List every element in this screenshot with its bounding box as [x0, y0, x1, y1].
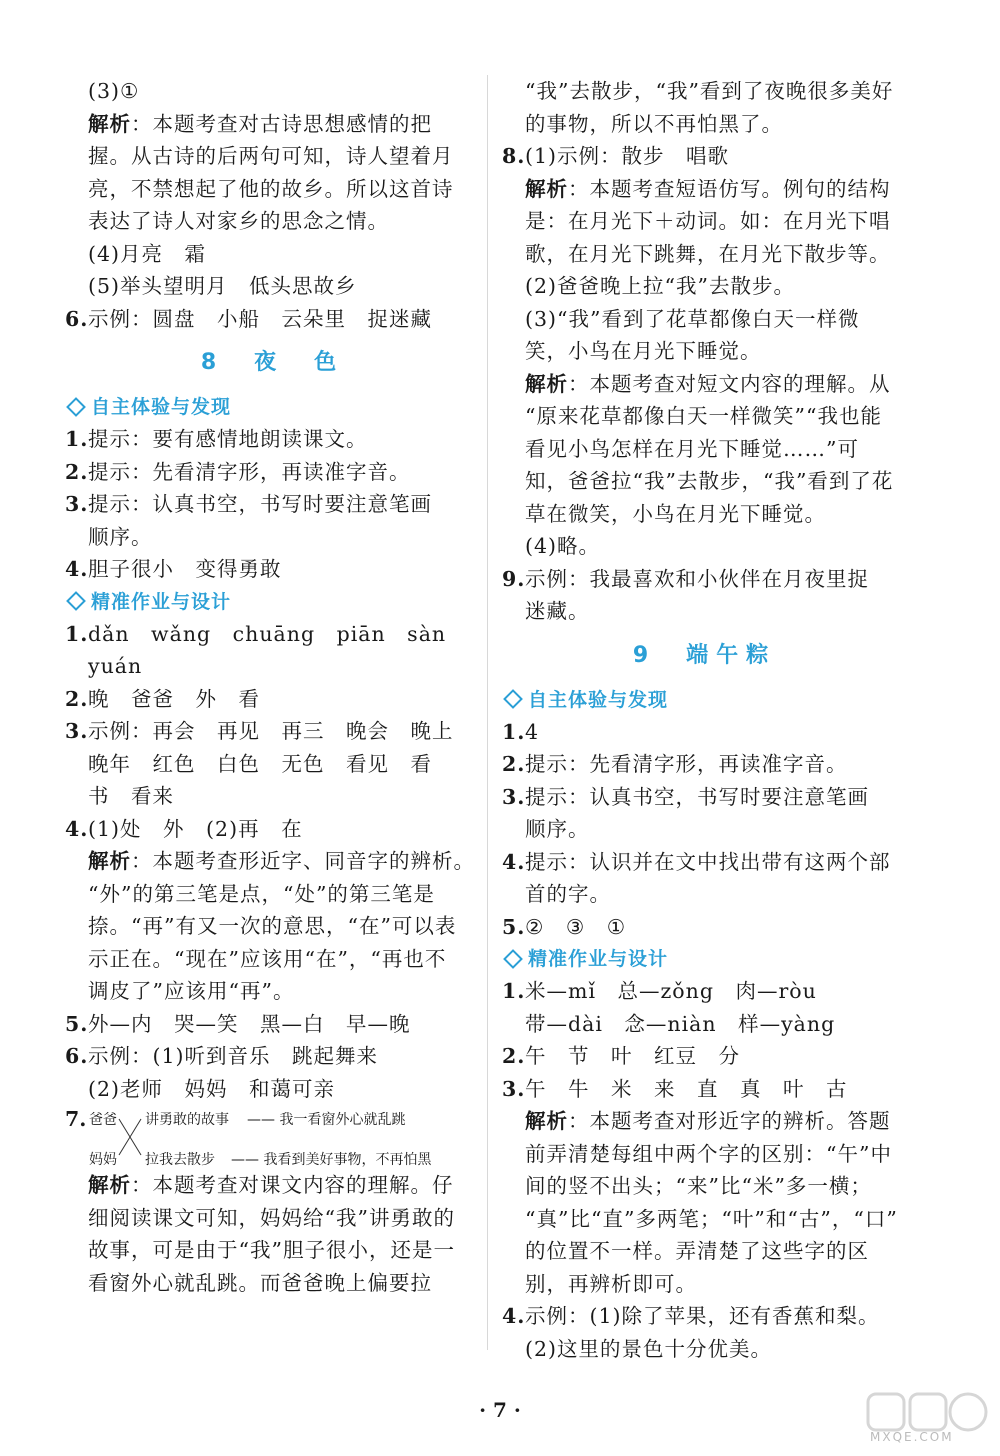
match-left-item: 爸爸 [89, 1112, 117, 1128]
answer-line: yuán [88, 654, 143, 678]
answer-text: 示例：(1)除了苹果，还有香蕉和梨。 [525, 1304, 880, 1328]
question-number: 4. [65, 557, 89, 581]
answer-text: 4 [525, 719, 540, 744]
analysis-line [65, 845, 480, 878]
analysis-label: 解析 [88, 1173, 131, 1197]
question-4 [502, 846, 907, 879]
analysis-line: 表达了诗人对家乡的思念之情。 [88, 209, 389, 233]
question-1 [65, 423, 480, 456]
answer-text: 示例：圆盘 小船 云朵里 捉迷藏 [88, 306, 432, 331]
analysis-line [502, 1105, 907, 1138]
analysis-line: 的事物，所以不再怕黑了。 [525, 111, 783, 136]
diamond-icon [66, 397, 86, 417]
question-5 [65, 1008, 480, 1041]
lesson-title: 8 夜 色 [200, 350, 345, 375]
answer-text: (1)处 外 (2)再 在 [88, 816, 303, 841]
answer-line: 首的字。 [525, 882, 611, 906]
matching-diagram [65, 1105, 480, 1169]
analysis-line: “我”去散步，“我”看到了夜晚很多美好 [525, 79, 894, 103]
question-number: 3. [502, 1076, 526, 1101]
question-2 [65, 456, 480, 489]
question-number: 7. [65, 1107, 87, 1131]
question-1 [502, 716, 907, 749]
section-heading-text: 精准作业与设计 [91, 590, 232, 613]
match-middle-item: 拉我去散步 [145, 1152, 215, 1168]
answer-line: (2)老师 妈妈 和蔼可亲 [88, 1076, 336, 1101]
analysis-line: 别，再辨析即可。 [525, 1271, 697, 1296]
answer-line: 带—dài 念—niàn 样—yàng [525, 1011, 836, 1036]
question-number: 3. [65, 719, 89, 743]
section-heading-text: 精准作业与设计 [528, 948, 669, 970]
answer-text: (1)示例：散步 唱歌 [525, 144, 730, 168]
question-number: 1. [65, 427, 89, 451]
question-number: 2. [65, 459, 89, 484]
question-number: 2. [502, 1044, 526, 1068]
answer-line: (3)① [88, 79, 140, 103]
answer-text: dǎn wǎng chuāng piān sàn [88, 621, 447, 646]
question-4 [502, 1300, 907, 1333]
question-number: 5. [65, 1011, 89, 1036]
question-2 [502, 1040, 907, 1073]
answer-text: 示例：我最喜欢和小伙伴在月夜里捉 [525, 566, 869, 591]
question-1 [65, 618, 480, 651]
answer-text: 示例：(1)听到音乐 跳起舞来 [88, 1044, 379, 1068]
answer-text: 米—mǐ 总—zǒng 肉—ròu [525, 979, 817, 1003]
analysis-line: 知，爸爸拉“我”去散步，“我”看到了花 [525, 469, 894, 493]
question-number: 4. [502, 849, 526, 874]
analysis-line: 间的竖不出头；“来”比“米”多一横； [525, 1174, 872, 1198]
question-number: 9. [502, 566, 526, 591]
lesson-title: 9 端午粽 [632, 642, 777, 668]
answer-line: (4)月亮 霜 [88, 241, 207, 266]
analysis-line: 故事，可是由于“我”胆子很小，还是一 [88, 1238, 455, 1262]
diamond-icon [503, 689, 523, 709]
answer-text: 午 节 叶 红豆 分 [525, 1044, 740, 1068]
answer-line: (4)略。 [525, 534, 601, 558]
analysis-text: ：本题考查短语仿写。例句的结构 [568, 176, 891, 201]
analysis-line: 看窗外心就乱跳。而爸爸晚上偏要拉 [88, 1270, 432, 1295]
answer-line: 书 看来 [88, 784, 174, 808]
answer-text: 提示：要有感情地朗读课文。 [88, 427, 368, 451]
analysis-line [502, 173, 907, 206]
section-heading [502, 684, 907, 716]
answer-line: 顺序。 [525, 817, 590, 841]
question-number: 6. [65, 1044, 89, 1068]
section-heading [65, 391, 480, 423]
analysis-line: 捺。“再”有又一次的意思，“在”可以表 [88, 914, 457, 938]
analysis-label: 解析 [525, 371, 568, 396]
analysis-line: “真”比“直”多两笔；“叶”和“古”，“口” [525, 1206, 898, 1231]
question-6 [65, 303, 480, 336]
question-number: 1. [502, 979, 526, 1003]
analysis-line: 细阅读课文可知，妈妈给“我”讲勇敢的 [88, 1205, 455, 1230]
analysis-label: 解析 [88, 111, 131, 136]
question-1 [502, 975, 907, 1008]
analysis-line [65, 108, 480, 141]
analysis-text: ：本题考查对短文内容的理解。从 [568, 371, 891, 396]
analysis-label: 解析 [525, 176, 568, 201]
question-2 [65, 683, 480, 716]
answer-line: 晚年 红色 白色 无色 看见 看 [88, 751, 432, 776]
question-number: 1. [65, 621, 89, 646]
match-right-item: —— 我一看窗外心就乱跳 [247, 1112, 406, 1128]
question-number: 2. [65, 686, 89, 711]
question-3 [65, 488, 480, 521]
analysis-text: ：本题考查对形近字的辨析。答题 [568, 1109, 891, 1133]
answer-text: 提示：认真书空，书写时要注意笔画 [88, 492, 432, 516]
answer-line: (2)这里的景色十分优美。 [525, 1336, 773, 1361]
question-3 [502, 1073, 907, 1106]
question-number: 4. [502, 1304, 526, 1328]
analysis-line: 握。从古诗的后两句可知，诗人望着月 [88, 144, 454, 168]
question-3 [502, 781, 907, 814]
question-5 [502, 911, 907, 944]
diamond-icon [66, 591, 86, 611]
analysis-text: ：本题考查形近字、同音字的辨析。 [131, 849, 475, 873]
analysis-line [502, 368, 907, 401]
answer-line: 笑，小鸟在月光下睡觉。 [525, 339, 762, 363]
answer-text: 晚 爸爸 外 看 [88, 686, 260, 711]
answer-text: 外—内 哭—笑 黑—白 早—晚 [88, 1011, 411, 1036]
answer-text: 胆子很小 变得勇敢 [88, 557, 282, 581]
column-divider [487, 75, 488, 1350]
answer-text: 示例：再会 再见 再三 晚会 晚上 [88, 719, 454, 743]
answer-text: 提示：先看清字形，再读准字音。 [525, 752, 848, 776]
question-9 [502, 563, 907, 596]
answer-line: (3)“我”看到了花草都像白天一样微 [525, 306, 860, 331]
analysis-line: “原来花草都像白天一样微笑”“我也能 [525, 404, 882, 428]
question-number: 5. [502, 914, 526, 939]
question-8 [502, 140, 907, 173]
question-6 [65, 1040, 480, 1073]
answer-line: 迷藏。 [525, 599, 590, 623]
section-heading [65, 586, 480, 618]
match-left-item: 妈妈 [89, 1152, 117, 1168]
analysis-line: 示正在。“现在”应该用“在”，“再也不 [88, 946, 447, 971]
question-4 [65, 553, 480, 586]
analysis-text: ：本题考查对古诗思想感情的把 [131, 111, 432, 136]
analysis-line: 前弄清楚每组中两个字的区别：“午”中 [525, 1141, 892, 1166]
question-number: 3. [65, 492, 89, 516]
analysis-line: 看见小鸟怎样在月光下睡觉……”可 [525, 436, 859, 461]
question-2 [502, 748, 907, 781]
question-4 [65, 813, 480, 846]
analysis-label: 解析 [88, 849, 131, 873]
question-number: 2. [502, 752, 526, 776]
analysis-line: 草在微笑，小鸟在月光下睡觉。 [525, 501, 826, 526]
analysis-line: “外”的第三笔是点，“处”的第三笔是 [88, 881, 435, 906]
answer-text: 午 牛 米 来 直 真 叶 古 [525, 1076, 848, 1101]
left-column [65, 75, 480, 1299]
diamond-icon [503, 949, 523, 969]
answer-text: 提示：先看清字形，再读准字音。 [88, 459, 411, 484]
answer-text: 提示：认识并在文中找出带有这两个部 [525, 849, 891, 874]
analysis-line: 歌，在月光下跳舞，在月光下散步等。 [525, 241, 891, 266]
analysis-line: 的位置不一样。弄清楚了这些字的区 [525, 1239, 869, 1263]
match-right-item: —— 我看到美好事物，不再怕黑 [231, 1152, 432, 1168]
answer-line: (2)爸爸晚上拉“我”去散步。 [525, 274, 795, 298]
question-number: 8. [502, 144, 526, 168]
question-number: 6. [65, 306, 89, 331]
analysis-line: 亮，不禁想起了他的故乡。所以这首诗 [88, 176, 454, 201]
match-middle-item: 讲勇敢的故事 [145, 1112, 229, 1128]
answer-line: 顺序。 [88, 524, 153, 549]
analysis-line [65, 1169, 480, 1202]
analysis-line: 调皮了”应该用“再”。 [88, 979, 295, 1003]
answer-line: (5)举头望明月 低头思故乡 [88, 274, 357, 298]
question-number: 1. [502, 719, 526, 744]
section-heading-text: 自主体验与发现 [91, 396, 232, 418]
question-number: 3. [502, 784, 526, 809]
analysis-text: ：本题考查对课文内容的理解。仔 [131, 1173, 454, 1197]
answer-text: 提示：认真书空，书写时要注意笔画 [525, 784, 869, 809]
page-number: · 7 · [479, 1398, 521, 1422]
answer-text: ② ③ ① [525, 914, 627, 939]
question-3 [65, 715, 480, 748]
section-heading [502, 943, 907, 975]
right-column [502, 75, 907, 1365]
analysis-line: 是：在月光下＋动词。如：在月光下唱 [525, 209, 891, 233]
question-number: 4. [65, 816, 89, 841]
section-heading-text: 自主体验与发现 [528, 688, 669, 711]
analysis-label: 解析 [525, 1109, 568, 1133]
watermark-text: MXQE.COM [870, 1430, 954, 1444]
